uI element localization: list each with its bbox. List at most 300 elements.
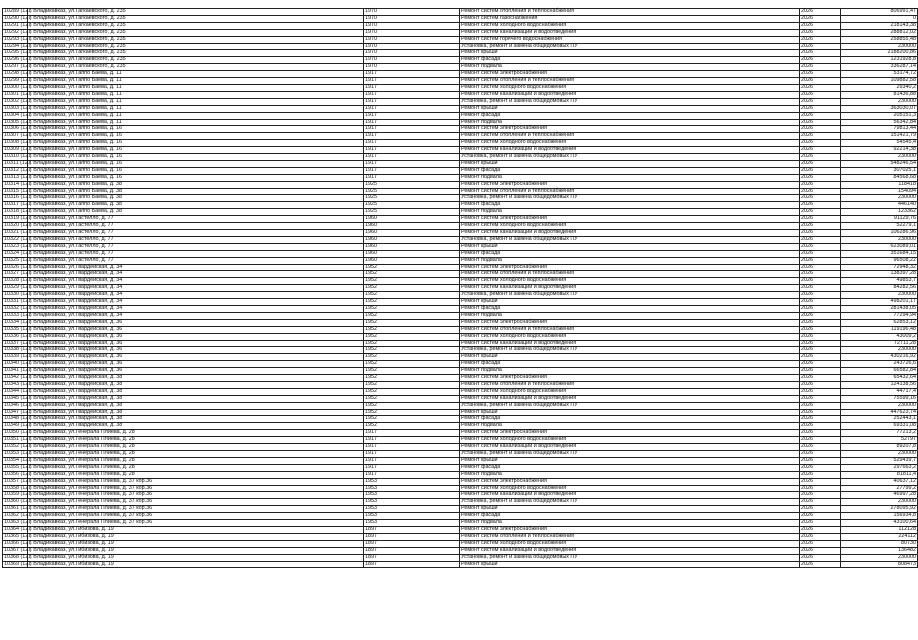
cost-cell: 2188200,86 — [841, 50, 918, 57]
build-year-cell: 1970 — [364, 36, 460, 43]
row-id-cell: 10311 (12.) — [4, 159, 32, 166]
build-year-cell: 1970 — [364, 43, 460, 50]
row-id-cell: 10337 (12.) — [4, 339, 32, 346]
term-year-cell: 2026 — [800, 160, 841, 167]
row-id-cell: 10297 (12.) — [4, 63, 32, 70]
cost-cell: 62853,12 — [841, 319, 918, 326]
address-cell: г. Владикавказ, ул.Гвардейская, д. 38 — [28, 409, 364, 416]
row-id-cell: 10304 (12.) — [4, 111, 32, 118]
work-type-cell: Ремонт систем канализации и водоотведения — [460, 444, 800, 451]
table-row — [3, 36, 918, 43]
build-year-cell: 1917 — [364, 451, 460, 458]
table-row — [3, 160, 918, 167]
cost-cell: 252443,1 — [841, 416, 918, 423]
table-row — [3, 78, 918, 85]
term-year-cell: 2026 — [800, 333, 841, 340]
table-row — [3, 409, 918, 416]
address-cell: г. Владикавказ, ул.Гаппо Баева, д. 38 — [28, 209, 364, 216]
build-year-cell: 1897 — [364, 547, 460, 554]
cost-cell: 623089,01 — [841, 243, 918, 250]
term-year-cell: 2026 — [800, 292, 841, 299]
build-year-cell: 1970 — [364, 64, 460, 71]
table-row — [3, 326, 918, 333]
work-type-cell: Ремонт крыши — [460, 299, 800, 306]
term-year-cell: 2026 — [800, 250, 841, 257]
term-year-cell: 2026 — [800, 264, 841, 271]
term-year-cell: 2026 — [800, 540, 841, 547]
build-year-cell: 1952 — [364, 354, 460, 361]
build-year-cell: 1952 — [364, 305, 460, 312]
table-row — [3, 29, 918, 36]
work-type-cell: Ремонт фасада — [460, 416, 800, 423]
work-type-cell: Ремонт систем электроснабжения — [460, 71, 800, 78]
table-row — [3, 561, 918, 568]
table-row — [3, 305, 918, 312]
cost-cell: 218143,38 — [841, 22, 918, 29]
term-year-cell: 2026 — [800, 423, 841, 430]
term-year-cell: 2026 — [800, 126, 841, 133]
term-year-cell: 2026 — [800, 71, 841, 78]
address-cell: г. Владикавказ, ул.Гвардейская, д. 34 — [28, 299, 364, 306]
row-id-cell: 10330 (12.) — [4, 291, 32, 298]
table-row — [3, 243, 918, 250]
cost-cell: 81811,4 — [841, 471, 918, 478]
table-row — [3, 292, 918, 299]
cost-cell: 0 — [841, 15, 918, 22]
address-cell: г. Владикавказ, ул.Гвардейская, д. 36 — [28, 354, 364, 361]
build-year-cell: 1960 — [364, 223, 460, 230]
table-row — [3, 216, 918, 223]
cost-cell: 77294,94 — [841, 312, 918, 319]
table-row — [3, 478, 918, 485]
work-type-cell: Ремонт систем отопления и теплоснабжения — [460, 188, 800, 195]
build-year-cell: 1952 — [364, 340, 460, 347]
table-row — [3, 554, 918, 561]
row-id-cell: 10332 (12.) — [4, 304, 32, 311]
term-year-cell: 2026 — [800, 471, 841, 478]
address-cell: г. Владикавказ, ул.Гагкаевского, д. 235 — [28, 57, 364, 64]
row-id-cell: 10351 (12.) — [4, 436, 32, 443]
row-id-cell: 10352 (12.) — [4, 443, 32, 450]
repair-schedule-table — [2, 8, 918, 568]
term-year-cell: 2026 — [800, 485, 841, 492]
table-row — [3, 50, 918, 57]
build-year-cell: 1917 — [364, 174, 460, 181]
build-year-cell: 1917 — [364, 84, 460, 91]
table-row — [3, 388, 918, 395]
cost-cell: 230000 — [841, 451, 918, 458]
work-type-cell: Ремонт подвала — [460, 312, 800, 319]
build-year-cell: 1960 — [364, 250, 460, 257]
term-year-cell: 2026 — [800, 140, 841, 147]
table-row — [3, 57, 918, 64]
work-type-cell: Ремонт фасада — [460, 361, 800, 368]
cost-cell: 447623,74 — [841, 409, 918, 416]
cost-cell: 446140 — [841, 202, 918, 209]
row-id-cell: 10368 (12.) — [4, 553, 32, 560]
term-year-cell: 2026 — [800, 499, 841, 506]
row-id-cell: 10333 (12.) — [4, 311, 32, 318]
table-row — [3, 43, 918, 50]
cost-cell: 124138,56 — [841, 381, 918, 388]
work-type-cell: Установка, ремонт и замена общедомовых ПУ — [460, 236, 800, 243]
address-cell: г. Владикавказ, ул.Гвардейская, д. 38 — [28, 388, 364, 395]
work-type-cell: Ремонт фасада — [460, 167, 800, 174]
cost-cell: 230000 — [841, 554, 918, 561]
build-year-cell: 1917 — [364, 437, 460, 444]
address-cell: г. Владикавказ, ул.Генерала Плиева, д. 28 — [28, 457, 364, 464]
work-type-cell: Ремонт систем канализации и водоотведения — [460, 147, 800, 154]
cost-cell: 112128 — [841, 526, 918, 533]
table-row — [3, 188, 918, 195]
build-year-cell: 1917 — [364, 147, 460, 154]
term-year-cell: 2026 — [800, 15, 841, 22]
work-type-cell: Установка, ремонт и замена общедомовых ПУ — [460, 43, 800, 50]
table-row — [3, 457, 918, 464]
term-year-cell: 2026 — [800, 195, 841, 202]
table-row — [3, 126, 918, 133]
row-id-cell: 10353 (12.) — [4, 450, 32, 456]
build-year-cell: 1953 — [364, 506, 460, 513]
address-cell: г. Владикавказ, ул.Гвардейская, д. 38 — [28, 395, 364, 402]
work-type-cell: Ремонт подвала — [460, 209, 800, 216]
table-row — [3, 278, 918, 285]
build-year-cell: 1953 — [364, 485, 460, 492]
cost-cell: 156934,8 — [841, 513, 918, 520]
row-id-cell: 10301 (12.) — [4, 90, 32, 97]
cost-cell: 154094 — [841, 188, 918, 195]
term-year-cell: 2026 — [800, 285, 841, 292]
address-cell: г. Владикавказ, ул.Гибизова, д. 19 — [28, 547, 364, 554]
table-row — [3, 333, 918, 340]
work-type-cell: Ремонт систем холодного водоснабжения — [460, 84, 800, 91]
address-cell: г. Владикавказ, ул.Гибизова, д. 19 — [28, 561, 364, 568]
work-type-cell: Ремонт систем канализации и водоотведения — [460, 492, 800, 499]
cost-cell: 56342,84 — [841, 119, 918, 126]
term-year-cell: 2026 — [800, 402, 841, 409]
cost-cell: 43100,64 — [841, 520, 918, 527]
cost-cell: 72711,28 — [841, 340, 918, 347]
table-row — [3, 133, 918, 140]
build-year-cell: 1960 — [364, 257, 460, 264]
row-id-cell: 10357 (12.) — [4, 477, 32, 484]
cost-cell: 351684,15 — [841, 250, 918, 257]
table-row — [3, 22, 918, 29]
term-year-cell: 2026 — [800, 547, 841, 554]
address-cell: г. Владикавказ, ул.Генерала Плиева, д. 37 кор.36 — [28, 513, 364, 520]
cost-cell: 205151,3 — [841, 112, 918, 119]
address-cell: г. Владикавказ, ул.Гибизова, д. 19 — [28, 533, 364, 540]
term-year-cell: 2026 — [800, 98, 841, 105]
table-row — [3, 444, 918, 451]
cost-cell: 307025,1 — [841, 167, 918, 174]
term-year-cell: 2026 — [800, 271, 841, 278]
address-cell: г. Владикавказ, ул.Гастелло, д. 77 — [28, 223, 364, 230]
work-type-cell: Ремонт систем канализации и водоотведения — [460, 547, 800, 554]
term-year-cell: 2026 — [800, 395, 841, 402]
term-year-cell: 2026 — [800, 513, 841, 520]
address-cell: г. Владикавказ, ул.Гаппо Баева, д. 38 — [28, 181, 364, 188]
document-sheet — [2, 8, 916, 568]
address-cell: г. Владикавказ, ул.Генерала Плиева, д. 28 — [28, 430, 364, 437]
table-row — [3, 547, 918, 554]
address-cell: г. Владикавказ, ул.Гастелло, д. 77 — [28, 257, 364, 264]
work-type-cell: Установка, ремонт и замена общедомовых ПУ — [460, 98, 800, 105]
term-year-cell: 2026 — [800, 381, 841, 388]
table-row — [3, 533, 918, 540]
table-row — [3, 264, 918, 271]
cost-cell: 1231928,8 — [841, 57, 918, 64]
build-year-cell: 1897 — [364, 533, 460, 540]
build-year-cell: 1917 — [364, 133, 460, 140]
row-id-cell: 10307 (12.) — [4, 132, 32, 139]
term-year-cell: 2026 — [800, 526, 841, 533]
term-year-cell: 2026 — [800, 119, 841, 126]
build-year-cell: 1917 — [364, 78, 460, 85]
term-year-cell: 2026 — [800, 29, 841, 36]
term-year-cell: 2026 — [800, 305, 841, 312]
row-id-cell: 10305 (12.) — [4, 118, 32, 125]
build-year-cell: 1952 — [364, 326, 460, 333]
cost-cell: 230000 — [841, 402, 918, 409]
table-row — [3, 140, 918, 147]
address-cell: г. Владикавказ, ул.Гвардейская, д. 34 — [28, 312, 364, 319]
row-id-cell: 10335 (12.) — [4, 325, 32, 332]
build-year-cell: 1925 — [364, 209, 460, 216]
table-row — [3, 154, 918, 161]
term-year-cell: 2026 — [800, 105, 841, 112]
work-type-cell: Ремонт систем отопления и теплоснабжения — [460, 381, 800, 388]
row-id-cell: 10329 (12.) — [4, 284, 32, 291]
address-cell: г. Владикавказ, ул.Гаппо Баева, д. 38 — [28, 202, 364, 209]
build-year-cell: 1917 — [364, 140, 460, 147]
build-year-cell: 1952 — [364, 333, 460, 340]
table-row — [3, 520, 918, 527]
build-year-cell: 1917 — [364, 154, 460, 161]
build-year-cell: 1917 — [364, 430, 460, 437]
row-id-cell: 10308 (12.) — [4, 139, 32, 146]
term-year-cell: 2026 — [800, 444, 841, 451]
work-type-cell: Ремонт фасада — [460, 464, 800, 471]
term-year-cell: 2026 — [800, 347, 841, 354]
row-id-cell: 10336 (12.) — [4, 332, 32, 339]
table-row — [3, 147, 918, 154]
cost-cell: 230000 — [841, 236, 918, 243]
row-id-cell: 10300 (12.) — [4, 83, 32, 90]
address-cell: г. Владикавказ, ул.Гаппо Баева, д. 16 — [28, 133, 364, 140]
cost-cell: 119196,48 — [841, 326, 918, 333]
term-year-cell: 2026 — [800, 188, 841, 195]
build-year-cell: 1952 — [364, 395, 460, 402]
cost-cell: 230000 — [841, 43, 918, 50]
build-year-cell: 1970 — [364, 50, 460, 57]
address-cell: г. Владикавказ, ул.Гаппо Баева, д. 11 — [28, 119, 364, 126]
row-id-cell: 10358 (12.) — [4, 484, 32, 491]
cost-cell: 66582,84 — [841, 368, 918, 375]
build-year-cell: 1960 — [364, 216, 460, 223]
row-id-cell: 10364 (12.) — [4, 525, 32, 532]
cost-cell: 808473 — [841, 561, 918, 568]
cost-cell: 80730 — [841, 540, 918, 547]
work-type-cell: Ремонт крыши — [460, 50, 800, 57]
work-type-cell: Ремонт систем электроснабжения — [460, 430, 800, 437]
build-year-cell: 1960 — [364, 236, 460, 243]
table-row — [3, 112, 918, 119]
address-cell: г. Владикавказ, ул.Гаппо Баева, д. 16 — [28, 167, 364, 174]
table-row — [3, 347, 918, 354]
cost-cell: 43009,2 — [841, 333, 918, 340]
build-year-cell: 1897 — [364, 526, 460, 533]
row-id-cell: 10292 (12.) — [4, 28, 32, 35]
term-year-cell: 2026 — [800, 78, 841, 85]
cost-cell: 138397,28 — [841, 271, 918, 278]
term-year-cell: 2026 — [800, 492, 841, 499]
table-row — [3, 84, 918, 91]
row-id-cell: 10331 (12.) — [4, 298, 32, 305]
work-type-cell: Ремонт систем холодного водоснабжения — [460, 437, 800, 444]
address-cell: г. Владикавказ, ул.Генерала Плиева, д. 28 — [28, 471, 364, 478]
row-id-cell: 10314 (12.) — [4, 180, 32, 187]
address-cell: г. Владикавказ, ул.Гастелло, д. 77 — [28, 230, 364, 237]
term-year-cell: 2026 — [800, 340, 841, 347]
term-year-cell: 2026 — [800, 457, 841, 464]
address-cell: г. Владикавказ, ул.Гагкаевского, д. 235 — [28, 36, 364, 43]
build-year-cell: 1952 — [364, 416, 460, 423]
work-type-cell: Ремонт систем канализации и водоотведения — [460, 29, 800, 36]
cost-cell: 53174,72 — [841, 71, 918, 78]
address-cell: г. Владикавказ, ул.Гаппо Баева, д. 16 — [28, 154, 364, 161]
term-year-cell: 2026 — [800, 209, 841, 216]
table-row — [3, 375, 918, 382]
address-cell: г. Владикавказ, ул.Гаппо Баева, д. 11 — [28, 112, 364, 119]
build-year-cell: 1952 — [364, 375, 460, 382]
cost-cell: 81436,88 — [841, 91, 918, 98]
row-id-cell: 10354 (12.) — [4, 456, 32, 463]
work-type-cell: Ремонт систем отопления и теплоснабжения — [460, 78, 800, 85]
table-row — [3, 271, 918, 278]
address-cell: г. Владикавказ, ул.Гаппо Баева, д. 16 — [28, 147, 364, 154]
cost-cell: 77213,2 — [841, 430, 918, 437]
cost-cell: 336287,14 — [841, 64, 918, 71]
row-id-cell: 10298 (12.) — [4, 70, 32, 77]
cost-cell: 151421,79 — [841, 133, 918, 140]
work-type-cell: Установка, ремонт и замена общедомовых ПУ — [460, 402, 800, 409]
cost-cell: 281438,05 — [841, 305, 918, 312]
work-type-cell: Ремонт систем газоснабжения — [460, 15, 800, 22]
work-type-cell: Ремонт подвала — [460, 119, 800, 126]
work-type-cell: Ремонт систем отопления и теплоснабжения — [460, 533, 800, 540]
cost-cell: 230000 — [841, 499, 918, 506]
address-cell: г. Владикавказ, ул.Гвардейская, д. 34 — [28, 278, 364, 285]
work-type-cell: Ремонт систем электроснабжения — [460, 319, 800, 326]
cost-cell: 49853,7 — [841, 278, 918, 285]
work-type-cell: Ремонт систем электроснабжения — [460, 375, 800, 382]
row-id-cell: 10350 (12.) — [4, 429, 32, 436]
address-cell: г. Владикавказ, ул.Гвардейская, д. 38 — [28, 423, 364, 430]
address-cell: г. Владикавказ, ул.Гагкаевского, д. 235 — [28, 22, 364, 29]
term-year-cell: 2026 — [800, 319, 841, 326]
work-type-cell: Ремонт систем электроснабжения — [460, 526, 800, 533]
row-id-cell: 10316 (12.) — [4, 194, 32, 201]
table-row — [3, 105, 918, 112]
term-year-cell: 2026 — [800, 147, 841, 154]
build-year-cell: 1970 — [364, 57, 460, 64]
row-id-cell: 10317 (12.) — [4, 201, 32, 208]
term-year-cell: 2026 — [800, 464, 841, 471]
work-type-cell: Ремонт подвала — [460, 471, 800, 478]
build-year-cell: 1953 — [364, 499, 460, 506]
row-id-cell: 10320 (12.) — [4, 222, 32, 229]
address-cell: г. Владикавказ, ул.Гвардейская, д. 34 — [28, 305, 364, 312]
row-id-cell: 10339 (12.) — [4, 353, 32, 360]
work-type-cell: Ремонт крыши — [460, 457, 800, 464]
term-year-cell: 2026 — [800, 133, 841, 140]
cost-cell: 288812,02 — [841, 29, 918, 36]
address-cell: г. Владикавказ, ул.Гаппо Баева, д. 16 — [28, 160, 364, 167]
row-id-cell: 10363 (12.) — [4, 519, 32, 526]
work-type-cell: Ремонт систем отопления и теплоснабжения — [460, 326, 800, 333]
work-type-cell: Ремонт систем электроснабжения — [460, 181, 800, 188]
address-cell: г. Владикавказ, ул.Генерала Плиева, д. 37 кор.36 — [28, 485, 364, 492]
row-id-cell: 10302 (12.) — [4, 97, 32, 104]
term-year-cell: 2026 — [800, 361, 841, 368]
table-row — [3, 167, 918, 174]
build-year-cell: 1952 — [364, 319, 460, 326]
cost-cell: 230000 — [841, 347, 918, 354]
cost-cell: 72948,32 — [841, 264, 918, 271]
term-year-cell: 2026 — [800, 554, 841, 561]
cost-cell: 91129,76 — [841, 216, 918, 223]
row-id-cell: 10294 (12.) — [4, 42, 32, 49]
row-id-cell: 10291 (12.) — [4, 21, 32, 28]
term-year-cell: 2026 — [800, 230, 841, 237]
cost-cell: 40637,12 — [841, 478, 918, 485]
term-year-cell: 2026 — [800, 299, 841, 306]
cost-cell: 46997,28 — [841, 492, 918, 499]
work-type-cell: Ремонт крыши — [460, 506, 800, 513]
build-year-cell: 1970 — [364, 22, 460, 29]
work-type-cell: Ремонт подвала — [460, 423, 800, 430]
term-year-cell: 2026 — [800, 416, 841, 423]
row-id-cell: 10349 (12.) — [4, 422, 32, 429]
row-id-cell: 10369 (12.) — [4, 560, 32, 567]
build-year-cell: 1917 — [364, 119, 460, 126]
address-cell: г. Владикавказ, ул.Гвардейская, д. 36 — [28, 368, 364, 375]
work-type-cell: Ремонт подвала — [460, 174, 800, 181]
row-id-cell: 10310 (12.) — [4, 153, 32, 160]
build-year-cell: 1952 — [364, 292, 460, 299]
table-row — [3, 540, 918, 547]
row-id-cell: 10325 (12.) — [4, 256, 32, 263]
work-type-cell: Ремонт подвала — [460, 257, 800, 264]
term-year-cell: 2026 — [800, 388, 841, 395]
address-cell: г. Владикавказ, ул.Гвардейская, д. 34 — [28, 285, 364, 292]
work-type-cell: Ремонт систем электроснабжения — [460, 264, 800, 271]
row-id-cell: 10303 (12.) — [4, 104, 32, 111]
build-year-cell: 1917 — [364, 98, 460, 105]
address-cell: г. Владикавказ, ул.Гаппо Баева, д. 11 — [28, 71, 364, 78]
row-id-cell: 10323 (12.) — [4, 242, 32, 249]
build-year-cell: 1917 — [364, 167, 460, 174]
address-cell: г. Владикавказ, ул.Гвардейская, д. 36 — [28, 319, 364, 326]
address-cell: г. Владикавказ, ул.Гаппо Баева, д. 11 — [28, 91, 364, 98]
address-cell: г. Владикавказ, ул.Гибизова, д. 19 — [28, 554, 364, 561]
address-cell: г. Владикавказ, ул.Гаппо Баева, д. 16 — [28, 126, 364, 133]
build-year-cell: 1897 — [364, 561, 460, 568]
row-id-cell: 10289 (12.) — [4, 8, 32, 14]
build-year-cell: 1952 — [364, 368, 460, 375]
work-type-cell: Ремонт систем канализации и водоотведения — [460, 340, 800, 347]
